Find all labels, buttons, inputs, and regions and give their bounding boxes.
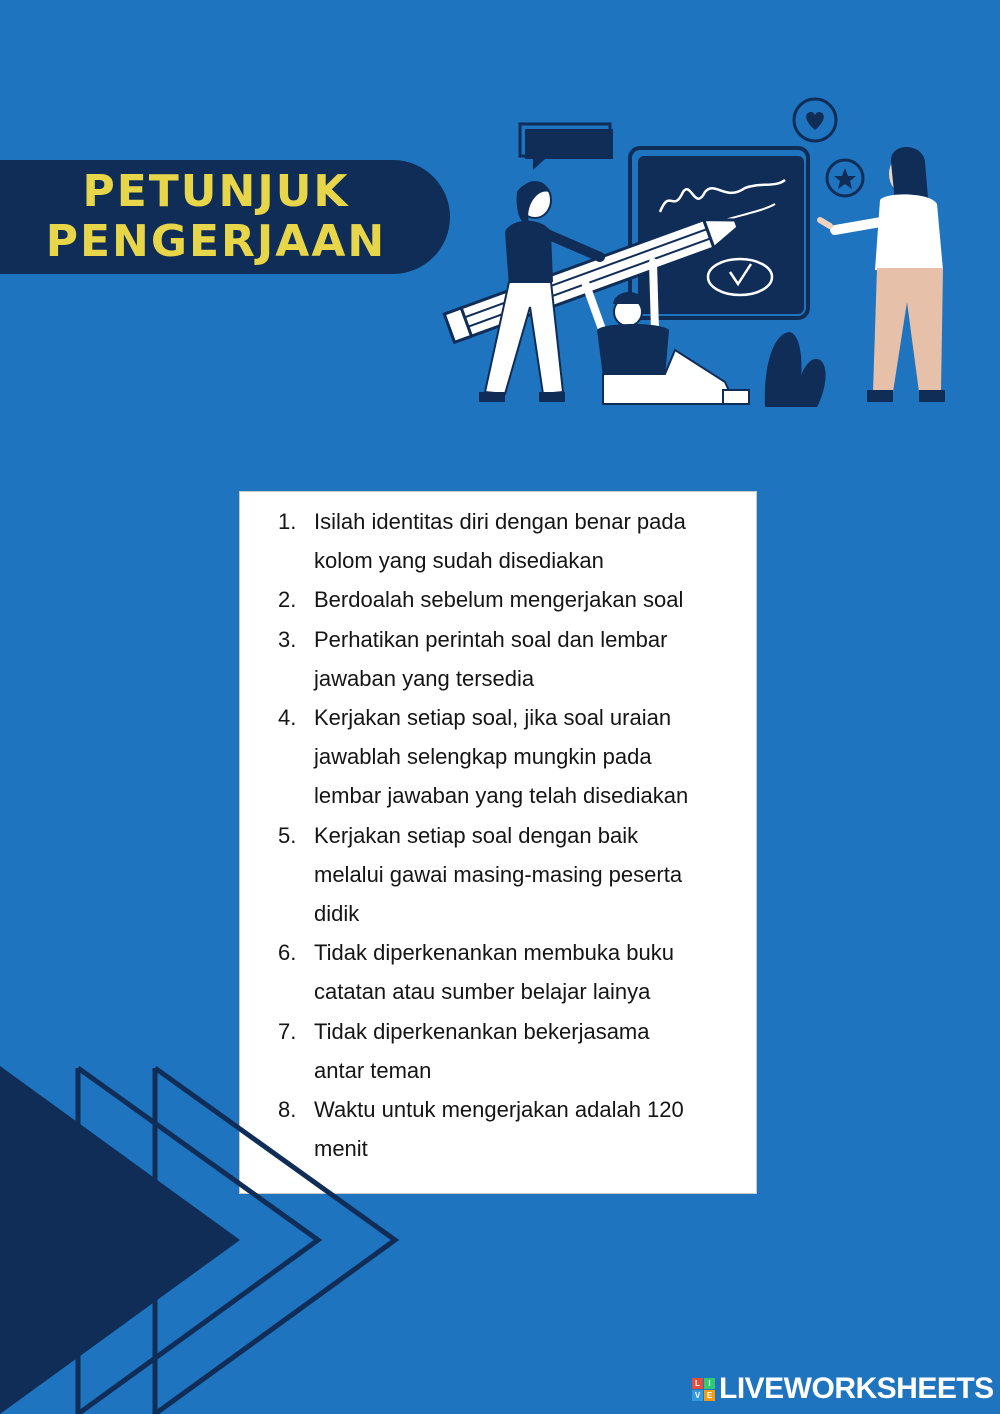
instruction-number: 7. (278, 1018, 297, 1044)
instruction-item (278, 580, 738, 619)
instruction-item (278, 816, 738, 934)
page-title-line-1: PETUNJUK (82, 166, 350, 217)
instruction-text: Tidak diperkenankan bekerjasama antar teman (314, 1018, 650, 1083)
plant-icon (765, 332, 826, 407)
instruction-text: Berdoalah sebelum mengerjakan soal (314, 587, 684, 613)
decorative-arrows (0, 1060, 420, 1414)
instruction-number: 1. (278, 509, 297, 534)
brand-name: LIVEWORKSHEETS (719, 1372, 994, 1405)
instruction-item (278, 933, 738, 1011)
star-icon (827, 160, 863, 196)
logo-letter: I (704, 1378, 715, 1389)
instruction-text: Isilah identitas diri dengan benar pada kolom yang sudah disediakan (314, 509, 686, 574)
instruction-number: 6. (278, 940, 297, 966)
solid-triangle-shape (0, 1066, 240, 1414)
instruction-item (278, 698, 738, 816)
instruction-text: Kerjakan setiap soal dengan baik melalui gawai masing-masing peserta didik (314, 822, 683, 927)
instruction-item (278, 502, 738, 580)
instruction-text: Tidak diperkenankan membuka buku catatan atau sumber belajar lainya (314, 940, 674, 1005)
liveworksheets-brand[interactable] (692, 1372, 994, 1406)
instruction-number: 3. (278, 626, 297, 652)
teacher-woman-right-icon (820, 147, 945, 402)
instruction-text: Waktu untuk mengerjakan adalah 120 menit (314, 1097, 684, 1162)
liveworksheets-logo-icon (692, 1378, 715, 1401)
page-title-line-2: PENGERJAAN (45, 216, 387, 267)
instruction-number: 8. (278, 1097, 297, 1123)
speech-bubble-icon (520, 124, 613, 170)
instruction-number: 5. (278, 822, 297, 848)
instruction-text: Kerjakan setiap soal, jika soal uraian jawablah selengkap mungkin pada lembar jawaban yang telah disediakan (314, 705, 689, 809)
logo-letter: V (692, 1390, 703, 1401)
logo-letter: E (704, 1390, 715, 1401)
instruction-number: 4. (278, 705, 297, 731)
heart-icon (794, 99, 836, 141)
instruction-item (278, 620, 738, 698)
logo-letter: L (692, 1378, 703, 1389)
instruction-text: Perhatikan perintah soal dan lembar jawaban yang tersedia (314, 626, 668, 691)
instruction-number: 2. (278, 587, 297, 613)
students-illustration (425, 92, 965, 417)
title-banner (0, 160, 450, 274)
